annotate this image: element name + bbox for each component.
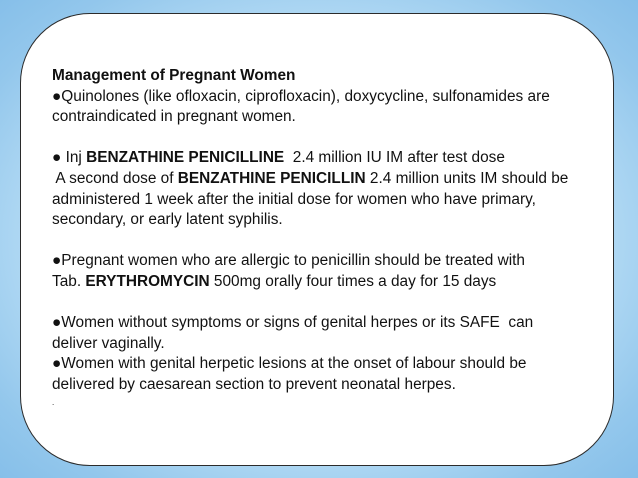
penicillin-line-4: secondary, or early latent syphilis. xyxy=(52,211,283,229)
penicillin-line-1 xyxy=(52,148,592,169)
benzathine-penicillin-term: BENZATHINE PENICILLIN xyxy=(177,169,366,187)
allergy-line-2 xyxy=(52,272,592,293)
penicillin-line-2-suffix: 2.4 million units IM should be xyxy=(365,169,569,187)
penicillin-line-3: administered 1 week after the initial dose for women who have primary, xyxy=(52,190,536,208)
penicillin-line-1-prefix: ● Inj xyxy=(52,149,87,167)
paragraph-gap xyxy=(52,293,592,314)
quinolones-line-2: contraindicated in pregnant women. xyxy=(52,108,296,126)
herpes-line-1: ●Women without symptoms or signs of genital herpes or its SAFE can xyxy=(52,314,534,332)
paragraph-gap xyxy=(52,231,592,252)
penicillin-line-1-suffix: 2.4 million IU IM after test dose xyxy=(284,149,505,167)
herpes-line-3: ●Women with genital herpetic lesions at the onset of labour should be xyxy=(52,355,527,373)
paragraph-gap xyxy=(52,128,592,149)
erythromycin-term: ERYTHROMYCIN xyxy=(85,272,210,290)
quinolones-line-1: ●Quinolones (like ofloxacin, ciprofloxacin), doxycycline, sulfonamides are xyxy=(52,87,550,105)
slide-title: Management of Pregnant Women xyxy=(52,67,296,84)
allergy-line-2-suffix: 500mg orally four times a day for 15 days xyxy=(209,272,497,290)
penicillin-line-2-prefix: A second dose of xyxy=(52,169,178,187)
allergy-line-1: ●Pregnant women who are allergic to penicillin should be treated with xyxy=(52,252,525,270)
benzathine-penicilline-term: BENZATHINE PENICILLINE xyxy=(86,149,285,167)
slide-text xyxy=(52,66,592,409)
allergy-line-2-prefix: Tab. xyxy=(52,272,86,290)
herpes-line-2: deliver vaginally. xyxy=(52,334,165,352)
penicillin-line-2 xyxy=(52,169,592,190)
herpes-line-4: delivered by caesarean section to prevent neonatal herpes. xyxy=(52,375,456,393)
trailing-dot: . xyxy=(52,397,55,407)
